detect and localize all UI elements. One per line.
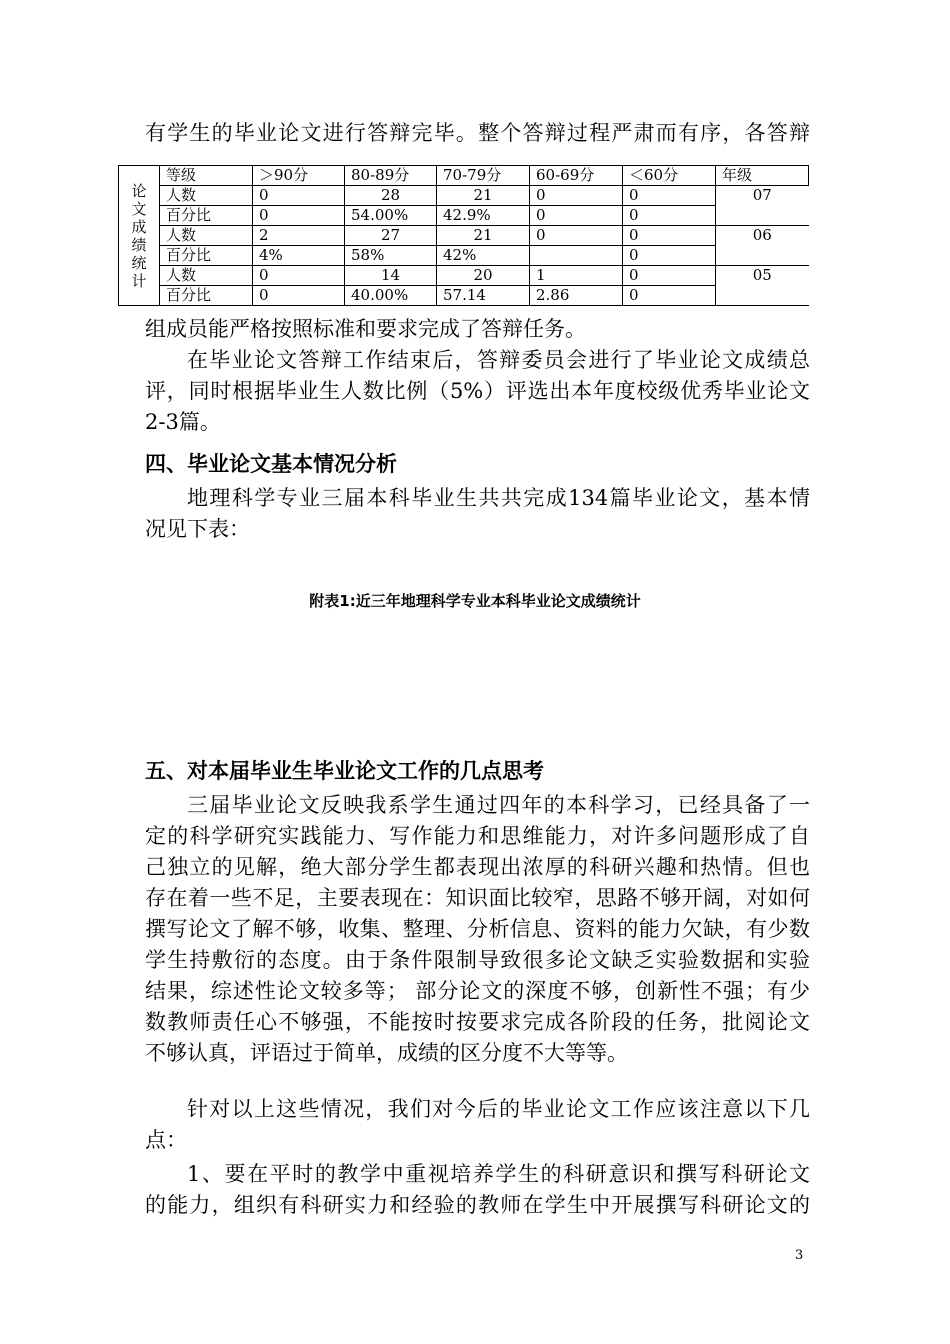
- table-header-cell: 80-89分: [345, 166, 437, 186]
- table-cell: 4%: [253, 246, 345, 266]
- table-cell: 14: [345, 266, 437, 286]
- text-line: 2-3篇。: [145, 410, 221, 434]
- table-row: [119, 206, 809, 226]
- row-label: 人数: [160, 226, 253, 246]
- table-header-cell: 60-69分: [530, 166, 623, 186]
- table-cell: 2: [253, 226, 345, 246]
- table-header-row: [119, 166, 809, 186]
- table-cell: 57.14: [437, 286, 530, 306]
- text-line: 组成员能严格按照标准和要求完成了答辩任务。: [145, 317, 586, 341]
- table-side-label: [119, 166, 160, 306]
- text-line: 在毕业论文答辩工作结束后，答辩委员会进行了毕业论文成绩总: [187, 348, 810, 372]
- grade-statistics-table: [118, 165, 809, 306]
- table-row: [119, 286, 809, 306]
- table-cell: 28: [345, 186, 437, 206]
- table-cell: 0: [623, 286, 716, 306]
- table-cell: 0: [253, 286, 345, 306]
- table-cell: 54.00%: [345, 206, 437, 226]
- text-line: 1、要在平时的教学中重视培养学生的科研意识和撰写科研论文: [187, 1162, 810, 1186]
- paragraph-reflection: [145, 790, 810, 1069]
- intro-paragraph: [145, 118, 810, 149]
- table-caption: 附表1:近三年地理科学专业本科毕业论文成绩统计: [309, 592, 641, 610]
- table-cell: 0: [623, 266, 716, 286]
- text-line: 点：: [145, 1128, 187, 1152]
- table-cell: 21: [437, 186, 530, 206]
- paragraph-overview: [145, 483, 810, 545]
- table-cell: 20: [437, 266, 530, 286]
- table-cell: 0: [623, 246, 716, 266]
- row-label: 百分比: [160, 246, 253, 266]
- row-label: 人数: [160, 186, 253, 206]
- text-line: 撰写论文了解不够，收集、整理、分析信息、资料的能力欠缺，有少数: [145, 917, 810, 941]
- table-cell: 21: [437, 226, 530, 246]
- table-row: [119, 186, 809, 206]
- table-cell: 0: [623, 226, 716, 246]
- text-line: 数教师责任心不够强，不能按时按要求完成各阶段的任务，批阅论文: [145, 1010, 810, 1034]
- table-cell: 42.9%: [437, 206, 530, 226]
- section-heading-analysis: 四、毕业论文基本情况分析: [145, 452, 397, 476]
- table-cell: [530, 246, 623, 266]
- row-label: 人数: [160, 266, 253, 286]
- text-line: 况见下表：: [145, 517, 250, 541]
- text-line: 的能力，组织有科研实力和经验的教师在学生中开展撰写科研论文的: [145, 1193, 810, 1217]
- text-line: 学生持敷衍的态度。由于条件限制导致很多论文缺乏实验数据和实验: [145, 948, 810, 972]
- page-number: 3: [795, 1248, 804, 1263]
- table-header-cell: 年级: [716, 166, 809, 186]
- year-cell: 07: [716, 186, 809, 226]
- section-heading-reflections: 五、对本届毕业生毕业论文工作的几点思考: [145, 759, 544, 783]
- row-label: 百分比: [160, 206, 253, 226]
- table-cell: 42%: [437, 246, 530, 266]
- table-cell: 0: [530, 186, 623, 206]
- table-row: [119, 246, 809, 266]
- table-cell: 58%: [345, 246, 437, 266]
- text-line: 定的科学研究实践能力、写作能力和思维能力，对许多问题形成了自: [145, 824, 810, 848]
- table-header-cell: 等级: [160, 166, 253, 186]
- table-cell: 0: [253, 266, 345, 286]
- table-cell: 0: [530, 226, 623, 246]
- table-cell: 1: [530, 266, 623, 286]
- text-line: 结果，综述性论文较多等； 部分论文的深度不够，创新性不强；有少: [145, 979, 810, 1003]
- table-cell: 40.00%: [345, 286, 437, 306]
- text-line: 地理科学专业三届本科毕业生共共完成134篇毕业论文，基本情: [187, 486, 810, 510]
- text-line: 三届毕业论文反映我系学生通过四年的本科学习，已经具备了一: [187, 793, 810, 817]
- side-label-text: 论文成绩统计: [131, 181, 147, 290]
- text-line: 有学生的毕业论文进行答辩完毕。整个答辩过程严肃而有序，各答辩: [145, 121, 810, 145]
- table-cell: 0: [253, 206, 345, 226]
- table-header-cell: ＞90分: [253, 166, 345, 186]
- paragraph-measures-intro: [145, 1094, 810, 1156]
- paragraph-defense: [145, 314, 810, 345]
- text-line: 己独立的见解，绝大部分学生都表现出浓厚的科研兴趣和热情。但也: [145, 855, 810, 879]
- table-cell: 2.86: [530, 286, 623, 306]
- table-row: [119, 226, 809, 246]
- table-cell: 0: [623, 206, 716, 226]
- row-label: 百分比: [160, 286, 253, 306]
- table-row: [119, 266, 809, 286]
- paragraph-measure-1: [145, 1159, 810, 1221]
- text-line: 存在着一些不足，主要表现在：知识面比较窄，思路不够开阔，对如何: [145, 886, 810, 910]
- table-header-cell: 70-79分: [437, 166, 530, 186]
- year-cell: 05: [716, 266, 809, 306]
- text-line: 不够认真，评语过于简单，成绩的区分度不大等等。: [145, 1041, 628, 1065]
- year-cell: 06: [716, 226, 809, 266]
- paragraph-evaluation: [145, 345, 810, 438]
- text-line: 评，同时根据毕业生人数比例（5%）评选出本年度校级优秀毕业论文: [145, 379, 810, 403]
- table-cell: 0: [530, 206, 623, 226]
- table-cell: 0: [253, 186, 345, 206]
- text-line: 针对以上这些情况，我们对今后的毕业论文工作应该注意以下几: [187, 1097, 810, 1121]
- table-header-cell: ＜60分: [623, 166, 716, 186]
- table-cell: 0: [623, 186, 716, 206]
- table-cell: 27: [345, 226, 437, 246]
